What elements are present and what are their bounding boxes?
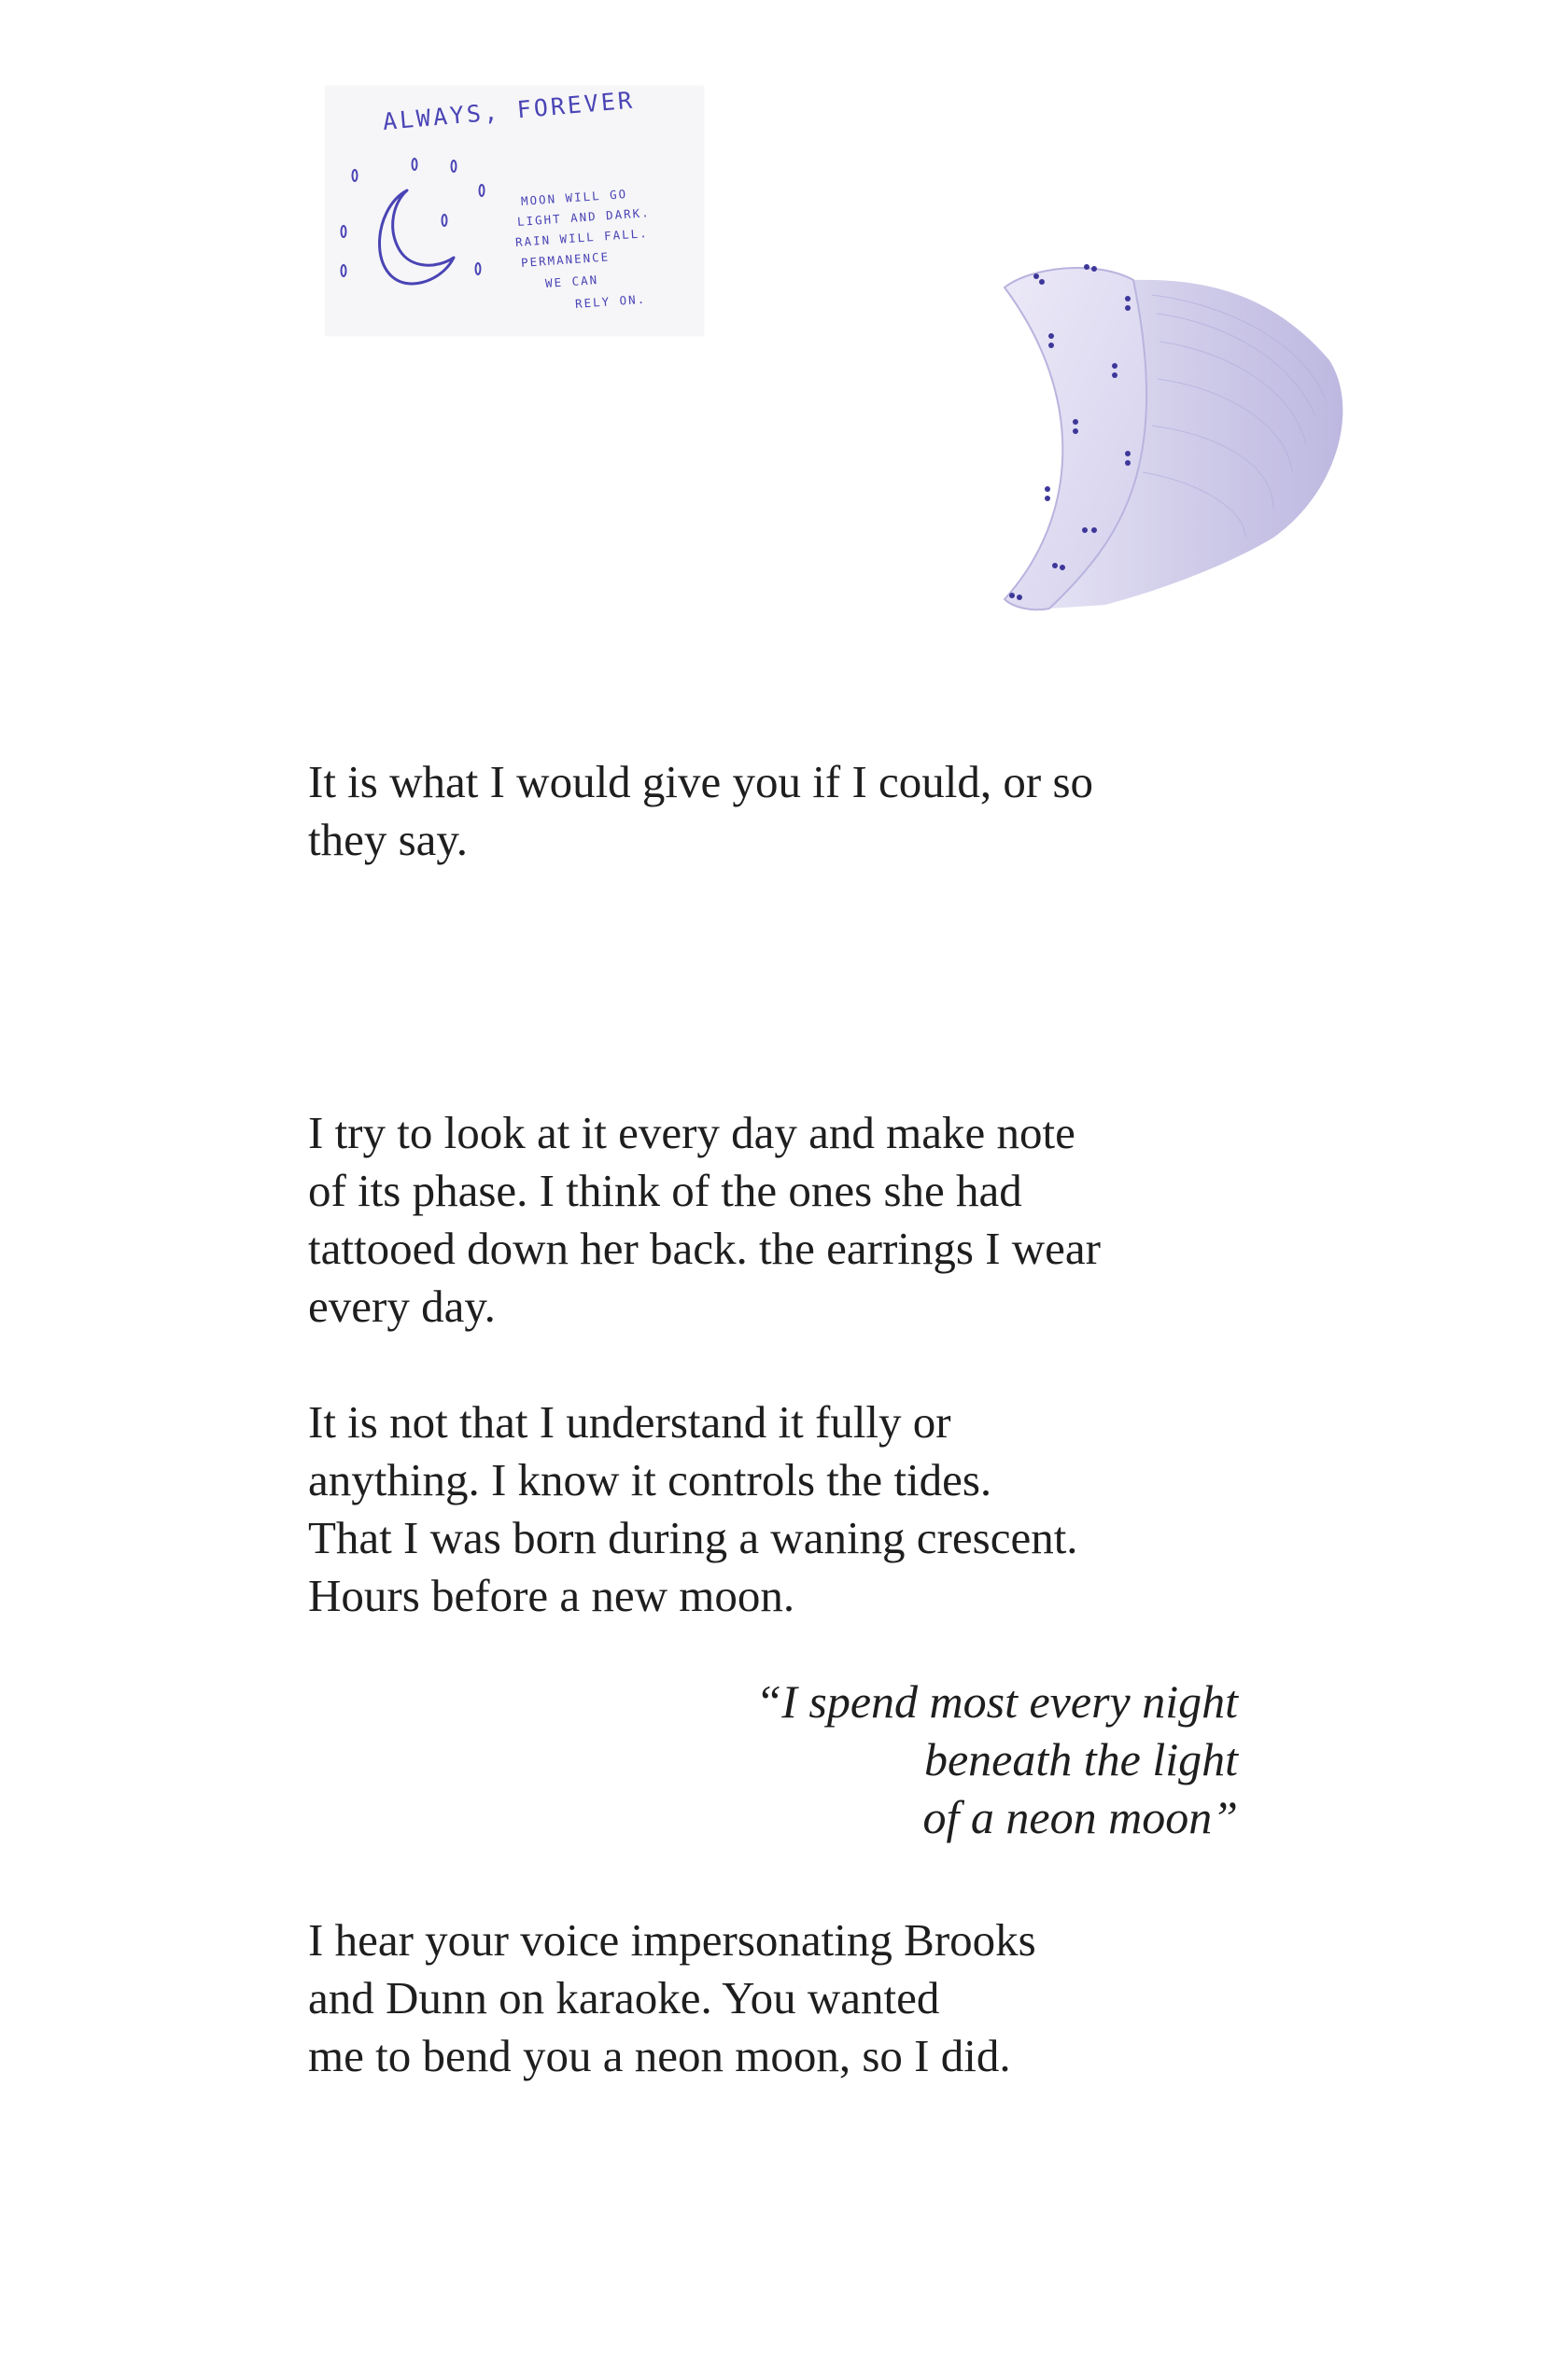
text-line: and Dunn on karaoke. You wanted bbox=[308, 1972, 940, 2023]
text-line: It is not that I understand it fully or bbox=[308, 1396, 951, 1448]
text-line: Hours before a new moon. bbox=[308, 1570, 795, 1621]
text-line: tattooed down her back. the earrings I wear bbox=[308, 1223, 1101, 1274]
crescent-moon-sculpture bbox=[993, 258, 1367, 622]
paragraph-4 bbox=[308, 1911, 1251, 2085]
note-line: WE CAN bbox=[544, 273, 599, 290]
quote-line: “I spend most every night bbox=[755, 1675, 1238, 1728]
raindrop-icons bbox=[342, 159, 485, 276]
text-line: every day. bbox=[308, 1281, 496, 1332]
quote-line: beneath the light bbox=[923, 1733, 1238, 1785]
paragraph-2 bbox=[308, 1104, 1251, 1336]
paragraph-1 bbox=[308, 753, 1251, 869]
handwritten-note-card bbox=[325, 86, 704, 336]
note-line: RAIN WILL FALL. bbox=[514, 226, 650, 249]
paragraph-3 bbox=[308, 1393, 1251, 1625]
text-line: me to bend you a neon moon, so I did. bbox=[308, 2030, 1011, 2081]
note-title: ALWAYS, FOREVER bbox=[381, 86, 637, 135]
text-line: That I was born during a waning crescent. bbox=[308, 1512, 1078, 1563]
text-line: I hear your voice impersonating Brooks bbox=[308, 1914, 1036, 1966]
note-line: RELY ON. bbox=[574, 291, 647, 311]
text-line: anything. I know it controls the tides. bbox=[308, 1454, 992, 1505]
note-line: LIGHT AND DARK. bbox=[516, 205, 652, 229]
quote-line: of a neon moon” bbox=[922, 1791, 1238, 1843]
text-line: of its phase. I think of the ones she had bbox=[308, 1165, 1022, 1216]
text-line: It is what I would give you if I could, or so bbox=[308, 756, 1094, 807]
crescent-moon-icon bbox=[380, 190, 455, 284]
text-line: I try to look at it every day and make note bbox=[308, 1107, 1075, 1158]
note-line: MOON WILL GO bbox=[520, 187, 628, 208]
text-line: they say. bbox=[308, 814, 468, 865]
note-line: PERMANENCE bbox=[520, 249, 611, 270]
song-quote bbox=[755, 1673, 1238, 1846]
